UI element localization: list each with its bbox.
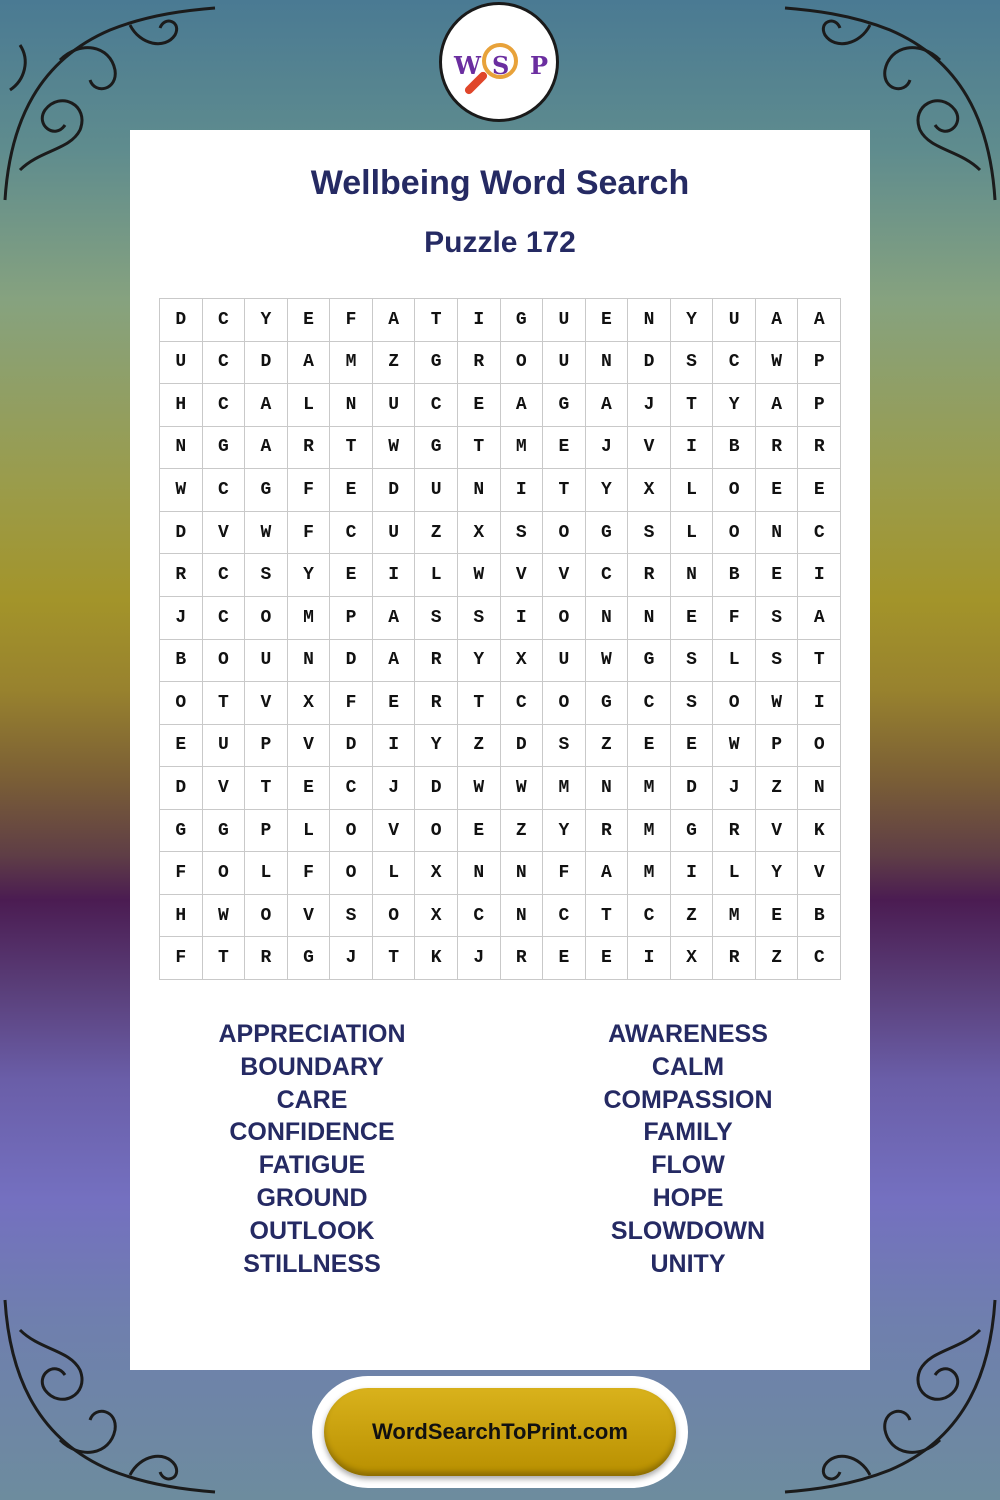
grid-cell[interactable]: D bbox=[628, 342, 671, 385]
grid-cell[interactable]: R bbox=[160, 554, 203, 597]
grid-cell[interactable]: T bbox=[245, 767, 288, 810]
grid-cell[interactable]: N bbox=[330, 384, 373, 427]
logo-letter-w: W bbox=[454, 51, 481, 80]
grid-cell[interactable]: C bbox=[586, 554, 629, 597]
grid-cell[interactable]: O bbox=[501, 342, 544, 385]
grid-cell[interactable]: D bbox=[330, 725, 373, 768]
grid-cell[interactable]: R bbox=[288, 427, 331, 470]
grid-cell[interactable]: Z bbox=[458, 725, 501, 768]
grid-cell[interactable]: G bbox=[671, 810, 714, 853]
grid-cell[interactable]: W bbox=[756, 682, 799, 725]
grid-cell[interactable]: W bbox=[501, 767, 544, 810]
grid-cell[interactable]: I bbox=[671, 427, 714, 470]
grid-cell[interactable]: N bbox=[628, 597, 671, 640]
grid-cell[interactable]: R bbox=[713, 937, 756, 980]
grid-cell[interactable]: C bbox=[713, 342, 756, 385]
grid-cell[interactable]: T bbox=[330, 427, 373, 470]
word-list-item: AWARENESS bbox=[608, 1020, 768, 1048]
logo-letter-s: S bbox=[492, 51, 510, 80]
word-list-right bbox=[538, 1018, 838, 1280]
grid-cell[interactable]: N bbox=[798, 767, 841, 810]
word-list-item: FAMILY bbox=[643, 1118, 733, 1147]
grid-cell[interactable]: B bbox=[713, 427, 756, 470]
word-list-item: BOUNDARY bbox=[240, 1052, 384, 1081]
grid-cell[interactable]: Z bbox=[756, 937, 799, 980]
grid-cell[interactable]: V bbox=[798, 852, 841, 895]
grid-cell[interactable]: G bbox=[203, 810, 246, 853]
grid-cell[interactable]: Y bbox=[756, 852, 799, 895]
grid-cell[interactable]: G bbox=[628, 640, 671, 683]
puzzle-number: Puzzle 172 bbox=[424, 226, 576, 259]
grid-cell[interactable]: S bbox=[330, 895, 373, 938]
grid-cell[interactable]: Z bbox=[671, 895, 714, 938]
grid-cell[interactable]: F bbox=[288, 852, 331, 895]
grid-cell[interactable]: C bbox=[203, 597, 246, 640]
grid-cell[interactable]: F bbox=[160, 852, 203, 895]
grid-cell[interactable]: U bbox=[713, 299, 756, 342]
grid-cell[interactable]: R bbox=[628, 554, 671, 597]
grid-cell[interactable]: A bbox=[586, 384, 629, 427]
grid-cell[interactable]: T bbox=[373, 937, 416, 980]
grid-cell[interactable]: D bbox=[160, 767, 203, 810]
grid-cell[interactable]: L bbox=[415, 554, 458, 597]
grid-cell[interactable]: C bbox=[203, 554, 246, 597]
grid-cell[interactable]: H bbox=[160, 384, 203, 427]
grid-cell[interactable]: I bbox=[373, 725, 416, 768]
grid-cell[interactable]: T bbox=[543, 469, 586, 512]
grid-cell[interactable]: V bbox=[756, 810, 799, 853]
grid-cell[interactable]: L bbox=[288, 384, 331, 427]
grid-cell[interactable]: S bbox=[543, 725, 586, 768]
grid-cell[interactable]: C bbox=[628, 682, 671, 725]
grid-cell[interactable]: M bbox=[501, 427, 544, 470]
grid-cell[interactable]: S bbox=[671, 682, 714, 725]
grid-cell[interactable]: N bbox=[586, 597, 629, 640]
grid-cell[interactable]: X bbox=[288, 682, 331, 725]
grid-cell[interactable]: F bbox=[543, 852, 586, 895]
grid-cell[interactable]: L bbox=[671, 512, 714, 555]
grid-cell[interactable]: A bbox=[798, 299, 841, 342]
grid-cell[interactable]: D bbox=[160, 299, 203, 342]
grid-cell[interactable]: W bbox=[458, 554, 501, 597]
grid-cell[interactable]: J bbox=[586, 427, 629, 470]
grid-cell[interactable]: A bbox=[586, 852, 629, 895]
grid-cell[interactable]: E bbox=[671, 725, 714, 768]
grid-cell[interactable]: C bbox=[501, 682, 544, 725]
grid-cell[interactable]: J bbox=[373, 767, 416, 810]
grid-cell[interactable]: N bbox=[756, 512, 799, 555]
grid-cell[interactable]: J bbox=[330, 937, 373, 980]
grid-cell[interactable]: F bbox=[330, 299, 373, 342]
grid-cell[interactable]: S bbox=[671, 342, 714, 385]
grid-cell[interactable]: E bbox=[160, 725, 203, 768]
grid-cell[interactable]: C bbox=[798, 937, 841, 980]
grid-cell[interactable]: W bbox=[458, 767, 501, 810]
grid-cell[interactable]: C bbox=[798, 512, 841, 555]
grid-cell[interactable]: Y bbox=[586, 469, 629, 512]
grid-cell[interactable]: N bbox=[160, 427, 203, 470]
grid-cell[interactable]: C bbox=[458, 895, 501, 938]
grid-cell[interactable]: A bbox=[756, 299, 799, 342]
grid-cell[interactable]: O bbox=[543, 597, 586, 640]
grid-cell[interactable]: Z bbox=[415, 512, 458, 555]
word-list-item: APPRECIATION bbox=[218, 1020, 406, 1048]
grid-cell[interactable]: P bbox=[330, 597, 373, 640]
grid-cell[interactable]: U bbox=[415, 469, 458, 512]
grid-cell[interactable]: W bbox=[713, 725, 756, 768]
grid-cell[interactable]: C bbox=[330, 767, 373, 810]
grid-cell[interactable]: D bbox=[330, 640, 373, 683]
grid-cell[interactable]: V bbox=[245, 682, 288, 725]
grid-cell[interactable]: B bbox=[160, 640, 203, 683]
grid-cell[interactable]: O bbox=[245, 895, 288, 938]
grid-cell[interactable]: T bbox=[586, 895, 629, 938]
word-list-item: UNITY bbox=[650, 1249, 726, 1278]
grid-cell[interactable]: Z bbox=[756, 767, 799, 810]
grid-cell[interactable]: G bbox=[288, 937, 331, 980]
site-link-button[interactable]: WordSearchToPrint.com bbox=[324, 1388, 676, 1476]
grid-cell[interactable]: W bbox=[373, 427, 416, 470]
grid-cell[interactable]: O bbox=[203, 852, 246, 895]
grid-cell[interactable]: G bbox=[543, 384, 586, 427]
grid-cell[interactable]: M bbox=[628, 810, 671, 853]
grid-cell[interactable]: M bbox=[628, 852, 671, 895]
grid-cell[interactable]: O bbox=[203, 640, 246, 683]
grid-cell[interactable]: D bbox=[373, 469, 416, 512]
grid-cell[interactable]: R bbox=[458, 342, 501, 385]
grid-cell[interactable]: N bbox=[501, 852, 544, 895]
grid-cell[interactable]: S bbox=[501, 512, 544, 555]
grid-cell[interactable]: O bbox=[373, 895, 416, 938]
grid-cell[interactable]: E bbox=[586, 299, 629, 342]
grid-cell[interactable]: E bbox=[756, 469, 799, 512]
grid-cell[interactable]: E bbox=[671, 597, 714, 640]
grid-cell[interactable]: F bbox=[160, 937, 203, 980]
grid-cell[interactable]: S bbox=[415, 597, 458, 640]
grid-cell[interactable]: E bbox=[373, 682, 416, 725]
grid-cell[interactable]: P bbox=[756, 725, 799, 768]
grid-cell[interactable]: E bbox=[543, 427, 586, 470]
grid-cell[interactable]: A bbox=[373, 597, 416, 640]
grid-cell[interactable]: X bbox=[415, 852, 458, 895]
grid-cell[interactable]: Z bbox=[586, 725, 629, 768]
grid-cell[interactable]: U bbox=[373, 512, 416, 555]
grid-cell[interactable]: I bbox=[373, 554, 416, 597]
grid-cell[interactable]: T bbox=[203, 682, 246, 725]
grid-cell[interactable]: G bbox=[501, 299, 544, 342]
grid-cell[interactable]: E bbox=[756, 895, 799, 938]
word-list-item: CARE bbox=[276, 1085, 348, 1114]
grid-cell[interactable]: M bbox=[330, 342, 373, 385]
grid-cell[interactable]: L bbox=[671, 469, 714, 512]
grid-cell[interactable]: E bbox=[330, 469, 373, 512]
grid-cell[interactable]: O bbox=[330, 810, 373, 853]
grid-cell[interactable]: G bbox=[415, 427, 458, 470]
grid-cell[interactable]: X bbox=[458, 512, 501, 555]
grid-cell[interactable]: R bbox=[798, 427, 841, 470]
grid-cell[interactable]: Z bbox=[373, 342, 416, 385]
grid-cell[interactable]: G bbox=[245, 469, 288, 512]
grid-cell[interactable]: R bbox=[245, 937, 288, 980]
grid-cell[interactable]: Z bbox=[501, 810, 544, 853]
word-list-item: OUTLOOK bbox=[249, 1216, 375, 1245]
grid-cell[interactable]: I bbox=[628, 937, 671, 980]
grid-cell[interactable]: W bbox=[245, 512, 288, 555]
grid-cell[interactable]: C bbox=[543, 895, 586, 938]
letter-grid bbox=[159, 298, 841, 980]
grid-cell[interactable]: T bbox=[203, 937, 246, 980]
grid-cell[interactable]: A bbox=[245, 427, 288, 470]
grid-cell[interactable]: X bbox=[501, 640, 544, 683]
grid-cell[interactable]: T bbox=[415, 299, 458, 342]
word-list-item: COMPASSION bbox=[603, 1085, 773, 1114]
grid-cell[interactable]: X bbox=[628, 469, 671, 512]
grid-cell[interactable]: A bbox=[501, 384, 544, 427]
grid-cell[interactable]: R bbox=[713, 810, 756, 853]
grid-cell[interactable]: F bbox=[330, 682, 373, 725]
grid-cell[interactable]: N bbox=[628, 299, 671, 342]
word-list-item: HOPE bbox=[652, 1183, 724, 1212]
grid-cell[interactable]: U bbox=[203, 725, 246, 768]
grid-cell[interactable]: S bbox=[671, 640, 714, 683]
grid-cell[interactable]: L bbox=[288, 810, 331, 853]
grid-cell[interactable]: L bbox=[713, 640, 756, 683]
grid-cell[interactable]: V bbox=[373, 810, 416, 853]
grid-cell[interactable]: P bbox=[245, 810, 288, 853]
grid-cell[interactable]: T bbox=[458, 682, 501, 725]
grid-cell[interactable]: E bbox=[288, 767, 331, 810]
grid-cell[interactable]: T bbox=[671, 384, 714, 427]
grid-cell[interactable]: C bbox=[203, 469, 246, 512]
grid-cell[interactable]: F bbox=[713, 597, 756, 640]
grid-cell[interactable]: I bbox=[798, 554, 841, 597]
grid-cell[interactable]: X bbox=[415, 895, 458, 938]
grid-cell[interactable]: J bbox=[628, 384, 671, 427]
grid-cell[interactable]: M bbox=[543, 767, 586, 810]
grid-cell[interactable]: T bbox=[458, 427, 501, 470]
grid-cell[interactable]: O bbox=[543, 682, 586, 725]
grid-cell[interactable]: M bbox=[288, 597, 331, 640]
grid-cell[interactable]: E bbox=[628, 725, 671, 768]
grid-cell[interactable]: E bbox=[798, 469, 841, 512]
grid-cell[interactable]: W bbox=[160, 469, 203, 512]
grid-cell[interactable]: A bbox=[373, 640, 416, 683]
grid-cell[interactable]: V bbox=[501, 554, 544, 597]
grid-cell[interactable]: N bbox=[288, 640, 331, 683]
grid-cell[interactable]: R bbox=[586, 810, 629, 853]
grid-cell[interactable]: E bbox=[458, 384, 501, 427]
grid-cell[interactable]: D bbox=[160, 512, 203, 555]
grid-cell[interactable]: W bbox=[586, 640, 629, 683]
grid-cell[interactable]: P bbox=[245, 725, 288, 768]
grid-cell[interactable]: L bbox=[245, 852, 288, 895]
grid-cell[interactable]: X bbox=[671, 937, 714, 980]
grid-cell[interactable]: E bbox=[458, 810, 501, 853]
grid-cell[interactable]: G bbox=[586, 512, 629, 555]
grid-cell[interactable]: C bbox=[203, 342, 246, 385]
grid-cell[interactable]: U bbox=[543, 342, 586, 385]
grid-cell[interactable]: C bbox=[628, 895, 671, 938]
grid-cell[interactable]: N bbox=[458, 469, 501, 512]
grid-cell[interactable]: O bbox=[415, 810, 458, 853]
grid-cell[interactable]: G bbox=[586, 682, 629, 725]
word-list-item: STILLNESS bbox=[243, 1249, 381, 1278]
grid-cell[interactable]: C bbox=[203, 299, 246, 342]
grid-cell[interactable]: Y bbox=[415, 725, 458, 768]
grid-cell[interactable]: N bbox=[586, 767, 629, 810]
grid-cell[interactable]: A bbox=[245, 384, 288, 427]
grid-cell[interactable]: D bbox=[415, 767, 458, 810]
grid-cell[interactable]: Y bbox=[245, 299, 288, 342]
grid-cell[interactable]: R bbox=[415, 682, 458, 725]
grid-cell[interactable]: W bbox=[756, 342, 799, 385]
grid-cell[interactable]: P bbox=[798, 384, 841, 427]
word-list-item: CONFIDENCE bbox=[229, 1118, 395, 1147]
grid-cell[interactable]: I bbox=[501, 469, 544, 512]
grid-cell[interactable]: O bbox=[330, 852, 373, 895]
grid-cell[interactable]: M bbox=[628, 767, 671, 810]
grid-cell[interactable]: K bbox=[415, 937, 458, 980]
word-list-item: SLOWDOWN bbox=[610, 1216, 766, 1245]
grid-cell[interactable]: Y bbox=[713, 384, 756, 427]
grid-cell[interactable]: D bbox=[245, 342, 288, 385]
grid-cell[interactable]: V bbox=[288, 725, 331, 768]
grid-cell[interactable]: V bbox=[288, 895, 331, 938]
grid-cell[interactable]: L bbox=[713, 852, 756, 895]
grid-cell[interactable]: O bbox=[798, 725, 841, 768]
grid-cell[interactable]: V bbox=[628, 427, 671, 470]
grid-cell[interactable]: A bbox=[798, 597, 841, 640]
grid-cell[interactable]: S bbox=[628, 512, 671, 555]
grid-cell[interactable]: R bbox=[501, 937, 544, 980]
grid-cell[interactable]: D bbox=[501, 725, 544, 768]
grid-cell[interactable]: S bbox=[245, 554, 288, 597]
grid-cell[interactable]: K bbox=[798, 810, 841, 853]
grid-cell[interactable]: C bbox=[203, 384, 246, 427]
grid-cell[interactable]: T bbox=[798, 640, 841, 683]
grid-cell[interactable]: I bbox=[458, 299, 501, 342]
grid-cell[interactable]: I bbox=[671, 852, 714, 895]
grid-cell[interactable]: V bbox=[543, 554, 586, 597]
grid-cell[interactable]: C bbox=[330, 512, 373, 555]
grid-cell[interactable]: N bbox=[501, 895, 544, 938]
grid-cell[interactable]: S bbox=[756, 640, 799, 683]
grid-cell[interactable]: E bbox=[756, 554, 799, 597]
grid-cell[interactable]: Y bbox=[671, 299, 714, 342]
grid-cell[interactable]: I bbox=[501, 597, 544, 640]
grid-cell[interactable]: O bbox=[713, 512, 756, 555]
grid-cell[interactable]: V bbox=[203, 512, 246, 555]
grid-cell[interactable]: A bbox=[373, 299, 416, 342]
grid-cell[interactable]: G bbox=[160, 810, 203, 853]
grid-cell[interactable]: N bbox=[586, 342, 629, 385]
grid-cell[interactable]: E bbox=[543, 937, 586, 980]
grid-cell[interactable]: U bbox=[373, 384, 416, 427]
grid-cell[interactable]: R bbox=[415, 640, 458, 683]
grid-cell[interactable]: A bbox=[756, 384, 799, 427]
grid-cell[interactable]: J bbox=[160, 597, 203, 640]
grid-cell[interactable]: U bbox=[543, 299, 586, 342]
grid-cell[interactable]: O bbox=[245, 597, 288, 640]
grid-cell[interactable]: R bbox=[756, 427, 799, 470]
page-title: Wellbeing Word Search bbox=[310, 164, 690, 202]
word-list-item: FATIGUE bbox=[258, 1151, 366, 1180]
grid-cell[interactable]: J bbox=[713, 767, 756, 810]
word-list-left bbox=[162, 1018, 462, 1280]
grid-cell[interactable]: Y bbox=[458, 640, 501, 683]
grid-cell[interactable]: C bbox=[415, 384, 458, 427]
grid-cell[interactable]: G bbox=[415, 342, 458, 385]
grid-cell[interactable]: S bbox=[756, 597, 799, 640]
grid-cell[interactable]: B bbox=[713, 554, 756, 597]
grid-cell[interactable]: I bbox=[798, 682, 841, 725]
grid-cell[interactable]: O bbox=[543, 512, 586, 555]
grid-cell[interactable]: G bbox=[203, 427, 246, 470]
grid-cell[interactable]: E bbox=[586, 937, 629, 980]
grid-cell[interactable]: N bbox=[458, 852, 501, 895]
grid-cell[interactable]: J bbox=[458, 937, 501, 980]
grid-cell[interactable]: U bbox=[543, 640, 586, 683]
grid-cell[interactable]: S bbox=[458, 597, 501, 640]
grid-cell[interactable]: M bbox=[713, 895, 756, 938]
grid-cell[interactable]: Y bbox=[543, 810, 586, 853]
logo-letter-p: P bbox=[530, 51, 549, 80]
word-list-item: GROUND bbox=[256, 1183, 368, 1212]
grid-cell[interactable]: B bbox=[798, 895, 841, 938]
grid-cell[interactable]: E bbox=[288, 299, 331, 342]
grid-cell[interactable]: O bbox=[160, 682, 203, 725]
grid-cell[interactable]: W bbox=[203, 895, 246, 938]
grid-cell[interactable]: D bbox=[671, 767, 714, 810]
grid-cell[interactable]: H bbox=[160, 895, 203, 938]
grid-cell[interactable]: U bbox=[160, 342, 203, 385]
grid-cell[interactable]: V bbox=[203, 767, 246, 810]
grid-cell[interactable]: P bbox=[798, 342, 841, 385]
grid-cell[interactable]: F bbox=[288, 512, 331, 555]
grid-cell[interactable]: L bbox=[373, 852, 416, 895]
grid-cell[interactable]: A bbox=[288, 342, 331, 385]
word-list-item: FLOW bbox=[651, 1151, 725, 1180]
grid-cell[interactable]: N bbox=[671, 554, 714, 597]
grid-cell[interactable]: F bbox=[288, 469, 331, 512]
grid-cell[interactable]: Y bbox=[288, 554, 331, 597]
word-list-item: CALM bbox=[651, 1052, 725, 1081]
grid-cell[interactable]: E bbox=[330, 554, 373, 597]
grid-cell[interactable]: O bbox=[713, 682, 756, 725]
wsp-logo[interactable] bbox=[439, 2, 559, 122]
grid-cell[interactable]: U bbox=[245, 640, 288, 683]
grid-cell[interactable]: O bbox=[713, 469, 756, 512]
